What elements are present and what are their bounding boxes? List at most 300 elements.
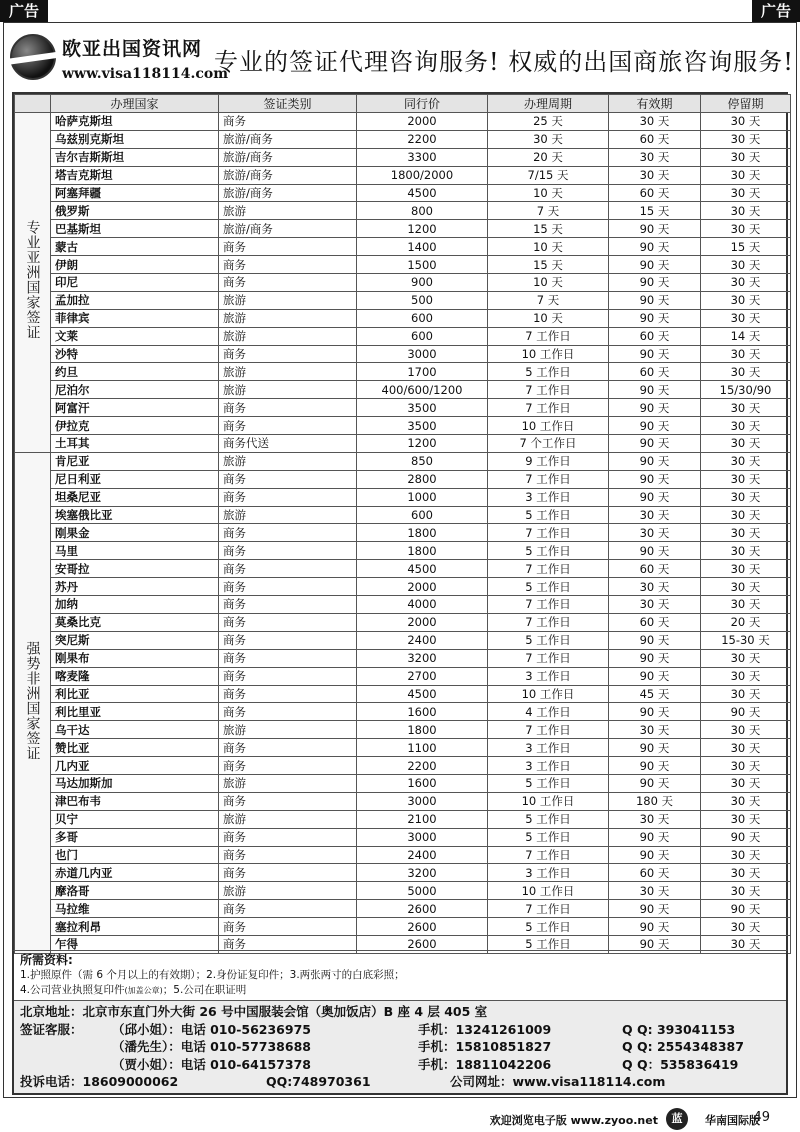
ad-tag-left: 广告 bbox=[0, 0, 48, 22]
processing-time-cell: 7 个工作日 bbox=[488, 435, 609, 453]
validity-cell: 30 天 bbox=[609, 810, 701, 828]
table-row bbox=[15, 631, 791, 649]
price-cell: 2700 bbox=[357, 667, 488, 685]
price-cell: 3300 bbox=[357, 148, 488, 166]
price-cell: 600 bbox=[357, 327, 488, 345]
visa-type-cell: 商务 bbox=[219, 345, 357, 363]
table-row bbox=[15, 739, 791, 757]
visa-type-cell: 商务 bbox=[219, 631, 357, 649]
stay-cell: 30 天 bbox=[701, 774, 791, 792]
table-row bbox=[15, 238, 791, 256]
visa-type-cell: 商务 bbox=[219, 113, 357, 131]
processing-time-cell: 5 工作日 bbox=[488, 542, 609, 560]
processing-time-cell: 5 工作日 bbox=[488, 631, 609, 649]
validity-cell: 90 天 bbox=[609, 918, 701, 936]
validity-cell: 90 天 bbox=[609, 667, 701, 685]
country-cell: 多哥 bbox=[51, 828, 219, 846]
country-cell: 乌兹别克斯坦 bbox=[51, 130, 219, 148]
country-cell: 津巴布韦 bbox=[51, 792, 219, 810]
price-cell: 2600 bbox=[357, 918, 488, 936]
stay-cell: 30 天 bbox=[701, 488, 791, 506]
processing-time-cell: 7 工作日 bbox=[488, 560, 609, 578]
validity-cell: 60 天 bbox=[609, 184, 701, 202]
column-header: 停留期 bbox=[701, 95, 791, 113]
price-cell: 1000 bbox=[357, 488, 488, 506]
validity-cell: 90 天 bbox=[609, 649, 701, 667]
country-cell: 喀麦隆 bbox=[51, 667, 219, 685]
table-row bbox=[15, 828, 791, 846]
visa-type-cell: 商务 bbox=[219, 613, 357, 631]
footer-promo[interactable]: 欢迎浏览电子版 www.zyoo.net bbox=[489, 1114, 658, 1127]
country-cell: 利比里亚 bbox=[51, 703, 219, 721]
visa-type-cell: 商务 bbox=[219, 524, 357, 542]
table-row bbox=[15, 184, 791, 202]
price-cell: 1600 bbox=[357, 774, 488, 792]
country-cell: 塞拉利昂 bbox=[51, 918, 219, 936]
country-cell: 伊拉克 bbox=[51, 417, 219, 435]
validity-cell: 30 天 bbox=[609, 148, 701, 166]
stay-cell: 30 天 bbox=[701, 309, 791, 327]
requirements-note: (加盖公章) bbox=[124, 986, 163, 995]
stay-cell: 20 天 bbox=[701, 613, 791, 631]
visa-type-cell: 商务 bbox=[219, 918, 357, 936]
country-cell: 土耳其 bbox=[51, 435, 219, 453]
processing-time-cell: 7 工作日 bbox=[488, 470, 609, 488]
table-row bbox=[15, 166, 791, 184]
country-cell: 利比亚 bbox=[51, 685, 219, 703]
table-row bbox=[15, 435, 791, 453]
visa-type-cell: 商务 bbox=[219, 649, 357, 667]
processing-time-cell: 5 工作日 bbox=[488, 810, 609, 828]
region-label-cell bbox=[15, 113, 51, 453]
stay-cell: 30 天 bbox=[701, 363, 791, 381]
region-label: 强势非洲国家签证 bbox=[24, 640, 41, 761]
contact-qq: Q Q：535836419 bbox=[622, 1056, 739, 1072]
validity-cell: 30 天 bbox=[609, 506, 701, 524]
validity-cell: 90 天 bbox=[609, 631, 701, 649]
price-cell: 1100 bbox=[357, 739, 488, 757]
price-cell: 3500 bbox=[357, 399, 488, 417]
validity-cell: 90 天 bbox=[609, 739, 701, 757]
visa-type-cell: 旅游/商务 bbox=[219, 148, 357, 166]
table-row bbox=[15, 900, 791, 918]
price-cell: 1500 bbox=[357, 256, 488, 274]
stay-cell: 90 天 bbox=[701, 703, 791, 721]
country-cell: 印尼 bbox=[51, 274, 219, 292]
processing-time-cell: 5 工作日 bbox=[488, 918, 609, 936]
price-cell: 2600 bbox=[357, 900, 488, 918]
visa-type-cell: 旅游 bbox=[219, 381, 357, 399]
stay-cell: 15/30/90 bbox=[701, 381, 791, 399]
price-cell: 1800 bbox=[357, 721, 488, 739]
visa-type-cell: 商务 bbox=[219, 470, 357, 488]
table-row bbox=[15, 613, 791, 631]
visa-type-cell: 商务 bbox=[219, 900, 357, 918]
visa-type-cell: 旅游/商务 bbox=[219, 184, 357, 202]
price-cell: 3000 bbox=[357, 792, 488, 810]
validity-cell: 15 天 bbox=[609, 202, 701, 220]
price-cell: 500 bbox=[357, 291, 488, 309]
processing-time-cell: 7 工作日 bbox=[488, 596, 609, 614]
table-row bbox=[15, 506, 791, 524]
validity-cell: 60 天 bbox=[609, 327, 701, 345]
visa-type-cell: 商务 bbox=[219, 274, 357, 292]
country-cell: 安哥拉 bbox=[51, 560, 219, 578]
validity-cell: 30 天 bbox=[609, 882, 701, 900]
table-row bbox=[15, 846, 791, 864]
visa-type-cell: 商务 bbox=[219, 846, 357, 864]
contact-box bbox=[14, 1000, 786, 1093]
validity-cell: 90 天 bbox=[609, 381, 701, 399]
table-header-row bbox=[15, 95, 791, 113]
column-header: 签证类别 bbox=[219, 95, 357, 113]
validity-cell: 90 天 bbox=[609, 345, 701, 363]
visa-type-cell: 旅游 bbox=[219, 882, 357, 900]
table-row bbox=[15, 452, 791, 470]
price-cell: 2200 bbox=[357, 757, 488, 775]
validity-cell: 180 天 bbox=[609, 792, 701, 810]
processing-time-cell: 7 天 bbox=[488, 291, 609, 309]
processing-time-cell: 7 天 bbox=[488, 202, 609, 220]
country-cell: 坦桑尼亚 bbox=[51, 488, 219, 506]
processing-time-cell: 7 工作日 bbox=[488, 846, 609, 864]
column-header: 同行价 bbox=[357, 95, 488, 113]
visa-type-cell: 商务 bbox=[219, 417, 357, 435]
processing-time-cell: 10 天 bbox=[488, 238, 609, 256]
visa-type-cell: 商务 bbox=[219, 256, 357, 274]
visa-type-cell: 商务 bbox=[219, 578, 357, 596]
processing-time-cell: 15 天 bbox=[488, 256, 609, 274]
processing-time-cell: 10 工作日 bbox=[488, 417, 609, 435]
validity-cell: 90 天 bbox=[609, 846, 701, 864]
stay-cell: 30 天 bbox=[701, 220, 791, 238]
validity-cell: 90 天 bbox=[609, 828, 701, 846]
validity-cell: 90 天 bbox=[609, 256, 701, 274]
table-row bbox=[15, 524, 791, 542]
visa-type-cell: 旅游 bbox=[219, 309, 357, 327]
stay-cell: 15 天 bbox=[701, 238, 791, 256]
country-cell: 文莱 bbox=[51, 327, 219, 345]
validity-cell: 90 天 bbox=[609, 417, 701, 435]
visa-type-cell: 旅游/商务 bbox=[219, 130, 357, 148]
stay-cell: 30 天 bbox=[701, 399, 791, 417]
brand-name: 欧亚出国资讯网 bbox=[62, 38, 203, 60]
country-cell: 莫桑比克 bbox=[51, 613, 219, 631]
visa-type-cell: 商务 bbox=[219, 739, 357, 757]
price-cell: 1400 bbox=[357, 238, 488, 256]
table-row bbox=[15, 274, 791, 292]
visa-type-cell: 旅游 bbox=[219, 363, 357, 381]
country-cell: 赤道几内亚 bbox=[51, 864, 219, 882]
processing-time-cell: 7 工作日 bbox=[488, 900, 609, 918]
validity-cell: 60 天 bbox=[609, 363, 701, 381]
visa-type-cell: 旅游/商务 bbox=[219, 166, 357, 184]
visa-type-cell: 旅游 bbox=[219, 202, 357, 220]
stay-cell: 90 天 bbox=[701, 828, 791, 846]
price-cell: 5000 bbox=[357, 882, 488, 900]
visa-type-cell: 商务 bbox=[219, 238, 357, 256]
validity-cell: 30 天 bbox=[609, 524, 701, 542]
table-row bbox=[15, 721, 791, 739]
validity-cell: 60 天 bbox=[609, 560, 701, 578]
country-cell: 马达加斯加 bbox=[51, 774, 219, 792]
website-link[interactable]: 公司网址：www.visa118114.com bbox=[450, 1074, 666, 1089]
validity-cell: 30 天 bbox=[609, 578, 701, 596]
edition-label: 华南国际版 bbox=[705, 1114, 760, 1127]
price-cell: 3200 bbox=[357, 864, 488, 882]
country-cell: 赞比亚 bbox=[51, 739, 219, 757]
stay-cell: 30 天 bbox=[701, 417, 791, 435]
stay-cell: 30 天 bbox=[701, 470, 791, 488]
visa-table bbox=[12, 92, 788, 954]
contact-qq: Q Q: 393041153 bbox=[622, 1021, 736, 1037]
stay-cell: 14 天 bbox=[701, 327, 791, 345]
table-row bbox=[15, 327, 791, 345]
table-row bbox=[15, 649, 791, 667]
table-row bbox=[15, 864, 791, 882]
country-cell: 菲律宾 bbox=[51, 309, 219, 327]
page-footer bbox=[0, 1104, 800, 1132]
country-cell: 肯尼亚 bbox=[51, 452, 219, 470]
validity-cell: 90 天 bbox=[609, 703, 701, 721]
table-row bbox=[15, 792, 791, 810]
price-cell: 2400 bbox=[357, 631, 488, 649]
country-cell: 巴基斯坦 bbox=[51, 220, 219, 238]
contact-mobile: 手机：15810851827 bbox=[418, 1039, 552, 1054]
region-label: 专业亚洲国家签证 bbox=[24, 220, 41, 341]
ad-tag-right: 广告 bbox=[752, 0, 800, 22]
country-cell: 吉尔吉斯斯坦 bbox=[51, 148, 219, 166]
table-row bbox=[15, 667, 791, 685]
country-cell: 乌干达 bbox=[51, 721, 219, 739]
stay-cell: 30 天 bbox=[701, 291, 791, 309]
price-cell: 600 bbox=[357, 309, 488, 327]
country-cell: 贝宁 bbox=[51, 810, 219, 828]
country-cell: 马里 bbox=[51, 542, 219, 560]
processing-time-cell: 7/15 天 bbox=[488, 166, 609, 184]
price-cell: 3000 bbox=[357, 345, 488, 363]
validity-cell: 45 天 bbox=[609, 685, 701, 703]
visa-type-cell: 商务 bbox=[219, 935, 357, 953]
complaint-line bbox=[20, 1073, 780, 1091]
price-cell: 900 bbox=[357, 274, 488, 292]
table-row bbox=[15, 470, 791, 488]
validity-cell: 90 天 bbox=[609, 309, 701, 327]
country-cell: 阿富汗 bbox=[51, 399, 219, 417]
stay-cell: 90 天 bbox=[701, 900, 791, 918]
stay-cell: 30 天 bbox=[701, 274, 791, 292]
processing-time-cell: 5 工作日 bbox=[488, 506, 609, 524]
validity-cell: 90 天 bbox=[609, 291, 701, 309]
stay-cell: 30 天 bbox=[701, 256, 791, 274]
validity-cell: 90 天 bbox=[609, 542, 701, 560]
requirements-title: 所需资料: bbox=[20, 953, 73, 967]
stay-cell: 30 天 bbox=[701, 721, 791, 739]
stay-cell: 30 天 bbox=[701, 757, 791, 775]
visa-type-cell: 旅游 bbox=[219, 291, 357, 309]
country-cell: 摩洛哥 bbox=[51, 882, 219, 900]
stay-cell: 30 天 bbox=[701, 506, 791, 524]
table-row bbox=[15, 130, 791, 148]
country-cell: 马拉维 bbox=[51, 900, 219, 918]
validity-cell: 60 天 bbox=[609, 613, 701, 631]
address-line bbox=[20, 1003, 780, 1021]
complaint-qq: QQ:748970361 bbox=[266, 1074, 371, 1089]
table-row bbox=[15, 399, 791, 417]
country-cell: 哈萨克斯坦 bbox=[51, 113, 219, 131]
requirements-line: 1.护照原件（需 6 个月以上的有效期）；2.身份证复印件；3.两张两寸的白底彩照； bbox=[20, 969, 405, 981]
validity-cell: 60 天 bbox=[609, 864, 701, 882]
processing-time-cell: 10 天 bbox=[488, 274, 609, 292]
processing-time-cell: 5 工作日 bbox=[488, 828, 609, 846]
stay-cell: 30 天 bbox=[701, 148, 791, 166]
validity-cell: 60 天 bbox=[609, 130, 701, 148]
table-row bbox=[15, 685, 791, 703]
country-cell: 孟加拉 bbox=[51, 291, 219, 309]
country-cell: 加纳 bbox=[51, 596, 219, 614]
table-row bbox=[15, 417, 791, 435]
table-row bbox=[15, 918, 791, 936]
processing-time-cell: 3 工作日 bbox=[488, 739, 609, 757]
table-row bbox=[15, 148, 791, 166]
price-cell: 3000 bbox=[357, 828, 488, 846]
stay-cell: 30 天 bbox=[701, 935, 791, 953]
country-cell: 乍得 bbox=[51, 935, 219, 953]
table-row bbox=[15, 256, 791, 274]
contact-line bbox=[20, 1021, 780, 1039]
visa-type-cell: 商务 bbox=[219, 685, 357, 703]
validity-cell: 90 天 bbox=[609, 238, 701, 256]
table-row bbox=[15, 578, 791, 596]
stay-cell: 30 天 bbox=[701, 649, 791, 667]
table-row bbox=[15, 542, 791, 560]
visa-type-cell: 商务 bbox=[219, 596, 357, 614]
validity-cell: 90 天 bbox=[609, 220, 701, 238]
price-cell: 2400 bbox=[357, 846, 488, 864]
validity-cell: 90 天 bbox=[609, 900, 701, 918]
validity-cell: 90 天 bbox=[609, 774, 701, 792]
processing-time-cell: 5 工作日 bbox=[488, 935, 609, 953]
processing-time-cell: 7 工作日 bbox=[488, 613, 609, 631]
processing-time-cell: 10 天 bbox=[488, 309, 609, 327]
price-cell: 3500 bbox=[357, 417, 488, 435]
stay-cell: 30 天 bbox=[701, 578, 791, 596]
page-number: 49 bbox=[753, 1110, 770, 1125]
country-cell: 约旦 bbox=[51, 363, 219, 381]
country-cell: 俄罗斯 bbox=[51, 202, 219, 220]
stay-cell: 30 天 bbox=[701, 685, 791, 703]
stay-cell: 30 天 bbox=[701, 113, 791, 131]
price-cell: 2200 bbox=[357, 130, 488, 148]
country-cell: 尼日利亚 bbox=[51, 470, 219, 488]
stay-cell: 30 天 bbox=[701, 846, 791, 864]
price-cell: 1600 bbox=[357, 703, 488, 721]
country-cell: 伊朗 bbox=[51, 256, 219, 274]
visa-type-cell: 商务 bbox=[219, 757, 357, 775]
requirements-line bbox=[20, 983, 780, 998]
contact-name-phone: （邱小姐）：电话 010-56236975 bbox=[112, 1021, 311, 1037]
price-cell: 2800 bbox=[357, 470, 488, 488]
table-row bbox=[15, 345, 791, 363]
price-cell: 4500 bbox=[357, 184, 488, 202]
stay-cell: 30 天 bbox=[701, 792, 791, 810]
region-label-cell bbox=[15, 452, 51, 953]
visa-type-cell: 旅游 bbox=[219, 506, 357, 524]
price-cell: 1200 bbox=[357, 220, 488, 238]
contact-mobile: 手机：13241261009 bbox=[418, 1021, 552, 1037]
visa-type-cell: 商务 bbox=[219, 667, 357, 685]
processing-time-cell: 25 天 bbox=[488, 113, 609, 131]
requirements bbox=[14, 951, 786, 1000]
price-cell: 4500 bbox=[357, 560, 488, 578]
country-cell: 沙特 bbox=[51, 345, 219, 363]
validity-cell: 30 天 bbox=[609, 721, 701, 739]
price-cell: 1200 bbox=[357, 435, 488, 453]
visa-type-cell: 旅游 bbox=[219, 452, 357, 470]
table-row bbox=[15, 596, 791, 614]
contact-name-phone: （贾小姐）：电话 010-64157378 bbox=[112, 1056, 311, 1072]
visa-type-cell: 商务 bbox=[219, 399, 357, 417]
stay-cell: 30 天 bbox=[701, 667, 791, 685]
processing-time-cell: 10 工作日 bbox=[488, 882, 609, 900]
table-row bbox=[15, 810, 791, 828]
validity-cell: 90 天 bbox=[609, 757, 701, 775]
contact-line bbox=[20, 1038, 780, 1056]
country-cell: 埃塞俄比亚 bbox=[51, 506, 219, 524]
visa-type-cell: 旅游/商务 bbox=[219, 220, 357, 238]
contact-mobile: 手机：18811042206 bbox=[418, 1056, 552, 1072]
requirements-item: 4.公司营业执照复印件 bbox=[20, 984, 125, 996]
brand-url[interactable]: www.visa118114.com bbox=[62, 66, 229, 82]
processing-time-cell: 7 工作日 bbox=[488, 327, 609, 345]
table-row bbox=[15, 882, 791, 900]
visa-type-cell: 商务 bbox=[219, 488, 357, 506]
validity-cell: 90 天 bbox=[609, 935, 701, 953]
visa-type-cell: 商务 bbox=[219, 864, 357, 882]
price-cell: 600 bbox=[357, 506, 488, 524]
processing-time-cell: 5 工作日 bbox=[488, 774, 609, 792]
processing-time-cell: 7 工作日 bbox=[488, 649, 609, 667]
table-row bbox=[15, 363, 791, 381]
price-cell: 2000 bbox=[357, 113, 488, 131]
stay-cell: 30 天 bbox=[701, 202, 791, 220]
visa-type-cell: 旅游 bbox=[219, 327, 357, 345]
processing-time-cell: 5 工作日 bbox=[488, 578, 609, 596]
validity-cell: 90 天 bbox=[609, 399, 701, 417]
complaint-phone: 投诉电话：18609000062 bbox=[20, 1074, 179, 1089]
price-cell: 1800/2000 bbox=[357, 166, 488, 184]
price-cell: 1800 bbox=[357, 542, 488, 560]
table-row bbox=[15, 560, 791, 578]
price-cell: 2000 bbox=[357, 578, 488, 596]
processing-time-cell: 7 工作日 bbox=[488, 524, 609, 542]
contact-qq: Q Q: 2554348387 bbox=[622, 1039, 744, 1054]
country-cell: 突尼斯 bbox=[51, 631, 219, 649]
stay-cell: 30 天 bbox=[701, 864, 791, 882]
visa-type-cell: 旅游 bbox=[219, 774, 357, 792]
processing-time-cell: 3 工作日 bbox=[488, 667, 609, 685]
stay-cell: 30 天 bbox=[701, 542, 791, 560]
country-cell: 几内亚 bbox=[51, 757, 219, 775]
processing-time-cell: 10 工作日 bbox=[488, 685, 609, 703]
processing-time-cell: 30 天 bbox=[488, 130, 609, 148]
table-row bbox=[15, 488, 791, 506]
stay-cell: 15-30 天 bbox=[701, 631, 791, 649]
validity-cell: 90 天 bbox=[609, 274, 701, 292]
processing-time-cell: 7 工作日 bbox=[488, 721, 609, 739]
stay-cell: 30 天 bbox=[701, 560, 791, 578]
country-cell: 刚果金 bbox=[51, 524, 219, 542]
